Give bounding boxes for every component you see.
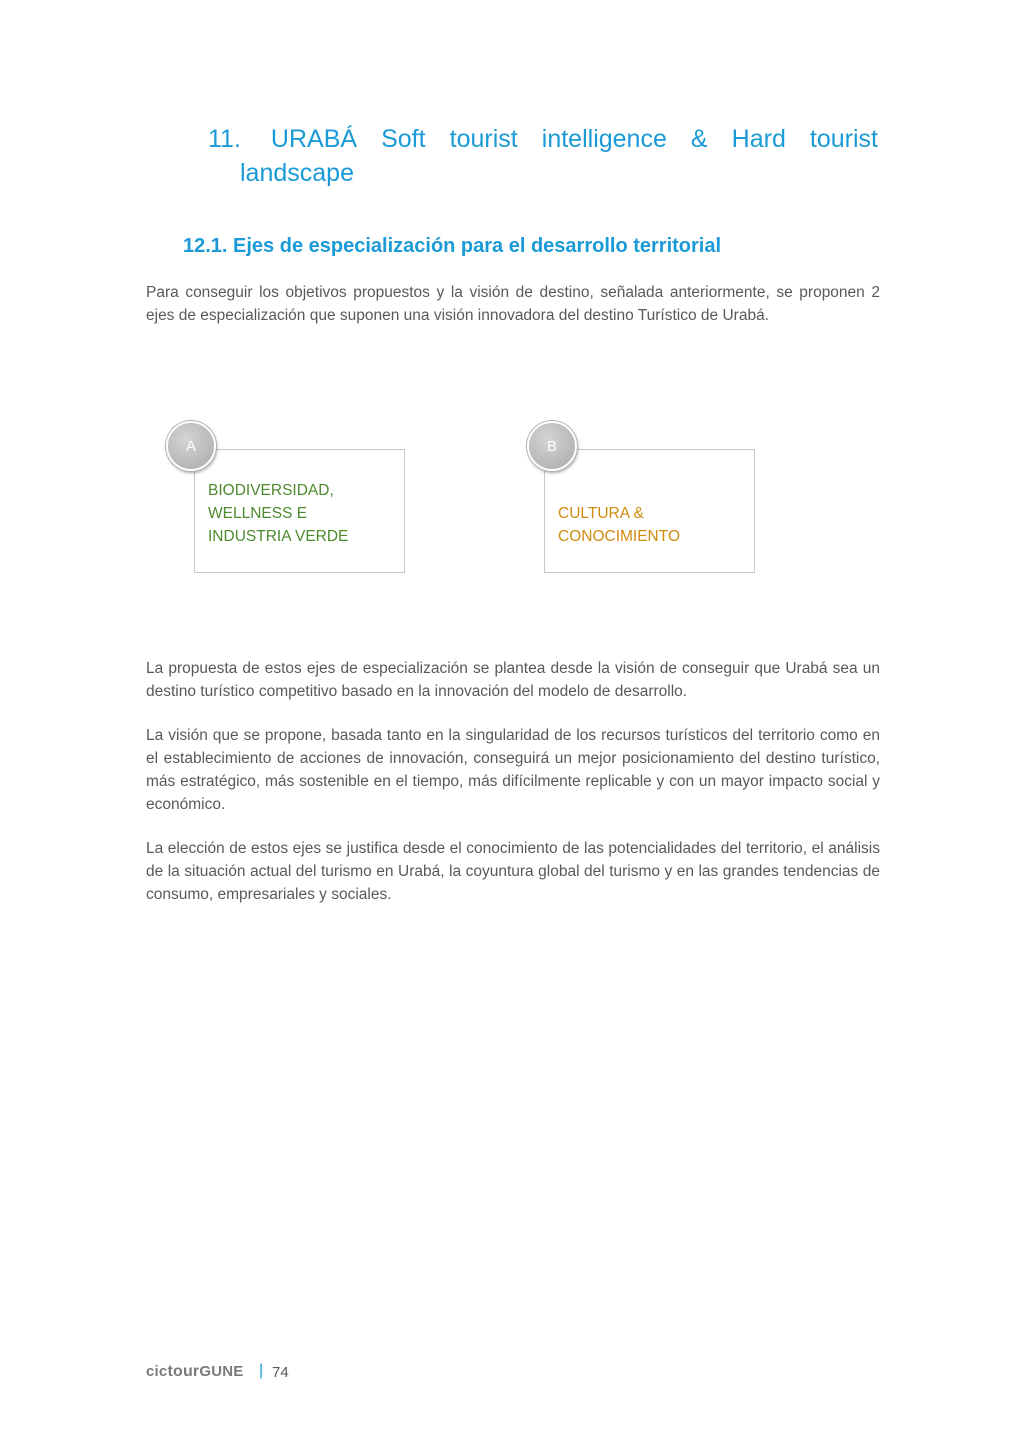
cictourgune-logo [146, 1363, 244, 1381]
logo-part-gune: GUNE [199, 1363, 244, 1380]
page-number: 74 [272, 1364, 289, 1381]
section-title: 12.1. Ejes de especialización para el desarrollo territorial [183, 235, 722, 257]
axis-b-label [558, 502, 680, 548]
chapter-title [208, 122, 878, 190]
paragraph-1: La propuesta de estos ejes de especialización se plantea desde la visión de conseguir que Urabá sea un destino turístico competitivo basado en la innovación del modelo de desarrollo. [146, 660, 880, 700]
axis-a-label [208, 479, 348, 548]
chapter-title-line1: URABÁ Soft tourist intelligence & Hard tourist [270, 125, 878, 153]
axis-b-line-1: CULTURA & [558, 505, 644, 522]
axis-badge-a: A [166, 421, 216, 471]
logo-part-tour: tour [167, 1363, 200, 1380]
chapter-number: 11. [208, 125, 241, 153]
axis-box-a [194, 449, 405, 573]
paragraph-3: La elección de estos ejes se justifica desde el conocimiento de las potencialidades del territorio, el análisis de la situación actual del turismo en Urabá, la coyuntura global del turismo y en las grandes tendencias de consumo, empresariales y sociales. [146, 840, 880, 903]
axis-badge-b: B [527, 421, 577, 471]
footer-separator: | [259, 1362, 264, 1379]
axis-a-line-2: WELLNESS E [208, 505, 308, 522]
axis-a-line-1: BIODIVERSIDAD, [208, 482, 334, 499]
chapter-title-line2: landscape [240, 159, 354, 187]
paragraph-2: La visión que se propone, basada tanto en la singularidad de los recursos turísticos del territorio como en el establecimiento de acciones de innovación, conseguirá un mejor posicionamiento del destino turístico, más estratégico, más sostenible en el tiempo, más difícilmente replicable y con un mayor impacto social y económico. [146, 727, 880, 813]
axis-box-b [544, 449, 755, 573]
axis-b-line-2: CONOCIMIENTO [558, 528, 680, 545]
logo-part-cic: cic [146, 1363, 168, 1380]
intro-paragraph: Para conseguir los objetivos propuestos y la visión de destino, señalada anteriormente, se proponen 2 ejes de especialización que suponen una visión innovadora del destino Turístico de Urabá. [146, 284, 880, 324]
axis-a-line-3: INDUSTRIA VERDE [208, 528, 349, 545]
